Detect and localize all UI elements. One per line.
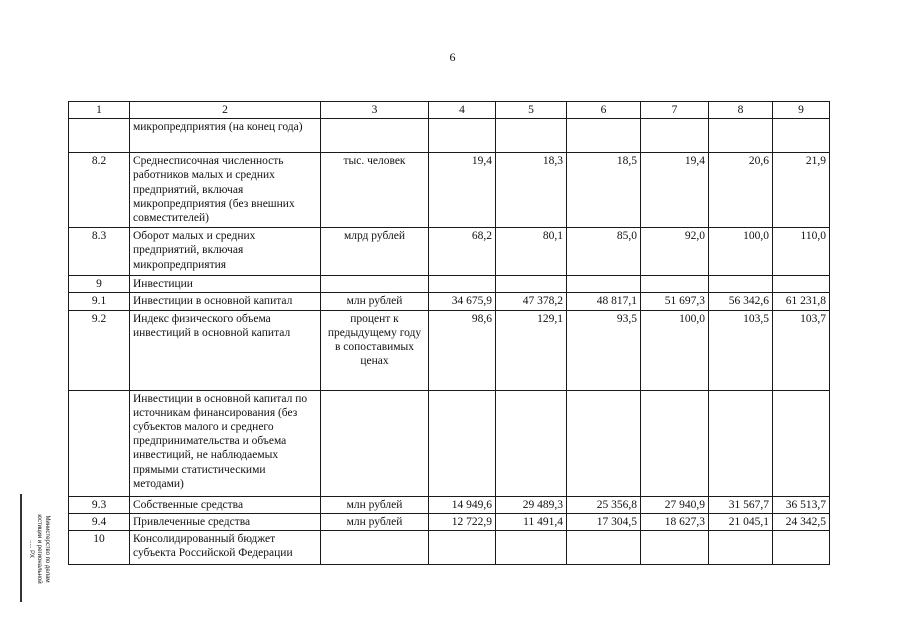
- value-cell: [709, 390, 773, 496]
- value-cell: [429, 276, 496, 293]
- value-cell: [641, 276, 709, 293]
- value-cell: [567, 119, 641, 153]
- stamp-line-1: Министерство по делам: [44, 515, 50, 583]
- stamp-line-2: юстиции и региональной: [36, 514, 42, 584]
- header-cell: 7: [641, 102, 709, 119]
- row-number-cell: 8.3: [69, 228, 130, 276]
- value-cell: 92,0: [641, 228, 709, 276]
- value-cell: [709, 531, 773, 565]
- value-cell: 19,4: [641, 153, 709, 228]
- table-row: [69, 228, 830, 276]
- value-cell: [709, 119, 773, 153]
- value-cell: 18,5: [567, 153, 641, 228]
- indicator-name-cell: Инвестиции в основной капитал по источникам финансирования (без субъектов малого и среднего предпринимательства и объема инвестиций, не наблюдаемых прямыми статистическими методами): [130, 390, 321, 496]
- row-number-cell: 9.4: [69, 513, 130, 530]
- value-cell: 36 513,7: [773, 496, 830, 513]
- value-cell: 100,0: [641, 310, 709, 390]
- value-cell: 103,7: [773, 310, 830, 390]
- table-row: [69, 390, 830, 496]
- value-cell: 80,1: [496, 228, 567, 276]
- indicator-name-cell: Консолидированный бюджет субъекта Российской Федерации: [130, 531, 321, 565]
- value-cell: [496, 531, 567, 565]
- value-cell: [429, 119, 496, 153]
- value-cell: 47 378,2: [496, 293, 567, 310]
- stamp-line-3: ..... РХ: [28, 540, 34, 558]
- table-header-row: [69, 102, 830, 119]
- value-cell: 68,2: [429, 228, 496, 276]
- unit-cell: млн рублей: [321, 293, 429, 310]
- table-row: [69, 513, 830, 530]
- value-cell: [641, 531, 709, 565]
- value-cell: 27 940,9: [641, 496, 709, 513]
- value-cell: 98,6: [429, 310, 496, 390]
- value-cell: 48 817,1: [567, 293, 641, 310]
- row-number-cell: [69, 390, 130, 496]
- value-cell: [567, 531, 641, 565]
- value-cell: 17 304,5: [567, 513, 641, 530]
- header-cell: 1: [69, 102, 130, 119]
- indicator-name-cell: Среднесписочная численность работников малых и средних предприятий, включая микропредприятия (без внешних совместителей): [130, 153, 321, 228]
- value-cell: [496, 276, 567, 293]
- unit-cell: млрд рублей: [321, 228, 429, 276]
- value-cell: 20,6: [709, 153, 773, 228]
- value-cell: 18 627,3: [641, 513, 709, 530]
- row-number-cell: 9.2: [69, 310, 130, 390]
- value-cell: [773, 119, 830, 153]
- value-cell: 93,5: [567, 310, 641, 390]
- value-cell: 19,4: [429, 153, 496, 228]
- stamp-text: [17, 493, 51, 605]
- header-cell: 2: [130, 102, 321, 119]
- value-cell: 12 722,9: [429, 513, 496, 530]
- value-cell: 100,0: [709, 228, 773, 276]
- unit-cell: процент к предыдущему году в сопоставимых ценах: [321, 310, 429, 390]
- table-row: [69, 310, 830, 390]
- value-cell: 29 489,3: [496, 496, 567, 513]
- value-cell: [496, 390, 567, 496]
- value-cell: [567, 390, 641, 496]
- value-cell: [641, 390, 709, 496]
- value-cell: 21,9: [773, 153, 830, 228]
- header-cell: 9: [773, 102, 830, 119]
- header-cell: 6: [567, 102, 641, 119]
- value-cell: [641, 119, 709, 153]
- row-number-cell: 9: [69, 276, 130, 293]
- row-number-cell: 9.3: [69, 496, 130, 513]
- unit-cell: тыс. человек: [321, 153, 429, 228]
- value-cell: 129,1: [496, 310, 567, 390]
- value-cell: 11 491,4: [496, 513, 567, 530]
- value-cell: [773, 531, 830, 565]
- unit-cell: [321, 119, 429, 153]
- indicators-table: [68, 101, 830, 565]
- table-row: [69, 293, 830, 310]
- registration-stamp: [12, 492, 54, 604]
- value-cell: 103,5: [709, 310, 773, 390]
- value-cell: 51 697,3: [641, 293, 709, 310]
- value-cell: [709, 276, 773, 293]
- header-cell: 8: [709, 102, 773, 119]
- value-cell: 85,0: [567, 228, 641, 276]
- value-cell: 34 675,9: [429, 293, 496, 310]
- value-cell: [429, 390, 496, 496]
- table-row: [69, 531, 830, 565]
- value-cell: 31 567,7: [709, 496, 773, 513]
- table-row: [69, 153, 830, 228]
- value-cell: 18,3: [496, 153, 567, 228]
- value-cell: [567, 276, 641, 293]
- indicator-name-cell: Инвестиции в основной капитал: [130, 293, 321, 310]
- indicator-name-cell: микропредприятия (на конец года): [130, 119, 321, 153]
- indicator-name-cell: Собственные средства: [130, 496, 321, 513]
- value-cell: 21 045,1: [709, 513, 773, 530]
- value-cell: [773, 276, 830, 293]
- value-cell: [773, 390, 830, 496]
- value-cell: [496, 119, 567, 153]
- header-cell: 4: [429, 102, 496, 119]
- unit-cell: [321, 531, 429, 565]
- page-number: 6: [449, 50, 456, 64]
- unit-cell: [321, 276, 429, 293]
- row-number-cell: 9.1: [69, 293, 130, 310]
- value-cell: 110,0: [773, 228, 830, 276]
- value-cell: 24 342,5: [773, 513, 830, 530]
- indicator-name-cell: Оборот малых и средних предприятий, включая микропредприятия: [130, 228, 321, 276]
- value-cell: 25 356,8: [567, 496, 641, 513]
- unit-cell: млн рублей: [321, 513, 429, 530]
- row-number-cell: 10: [69, 531, 130, 565]
- row-number-cell: [69, 119, 130, 153]
- row-number-cell: 8.2: [69, 153, 130, 228]
- table-row: [69, 496, 830, 513]
- header-cell: 5: [496, 102, 567, 119]
- value-cell: 56 342,6: [709, 293, 773, 310]
- unit-cell: [321, 390, 429, 496]
- value-cell: [429, 531, 496, 565]
- table-row: [69, 276, 830, 293]
- unit-cell: млн рублей: [321, 496, 429, 513]
- table-row: [69, 119, 830, 153]
- indicator-name-cell: Инвестиции: [130, 276, 321, 293]
- header-cell: 3: [321, 102, 429, 119]
- indicator-name-cell: Индекс физического объема инвестиций в основной капитал: [130, 310, 321, 390]
- value-cell: 61 231,8: [773, 293, 830, 310]
- indicator-name-cell: Привлеченные средства: [130, 513, 321, 530]
- value-cell: 14 949,6: [429, 496, 496, 513]
